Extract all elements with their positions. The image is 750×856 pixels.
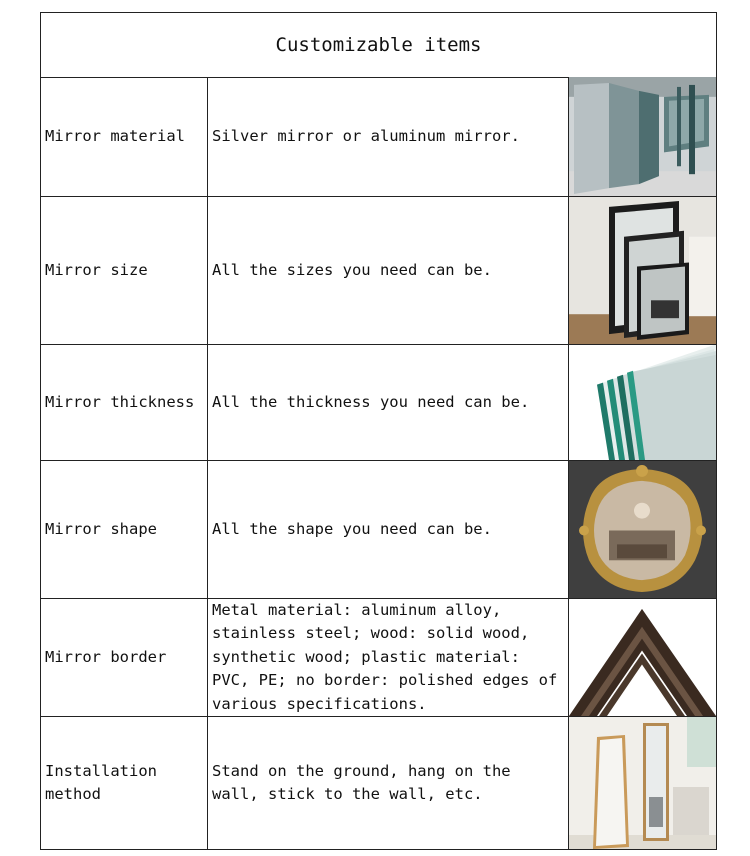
row-label: Mirror material	[45, 126, 185, 145]
customizable-items-table	[40, 12, 717, 850]
row-description: Metal material: aluminum alloy, stainless steel; wood: solid wood, synthetic wood; plastic material: PVC, PE; no border: polished edges of various specifications.	[212, 600, 558, 713]
glass-layers-image	[569, 345, 716, 460]
row-description: Silver mirror or aluminum mirror.	[212, 126, 520, 145]
table-row	[41, 461, 716, 599]
row-description: Stand on the ground, hang on the wall, stick to the wall, etc.	[212, 761, 511, 803]
row-label: Mirror size	[45, 260, 148, 279]
table-row	[41, 717, 716, 849]
row-label-cell	[41, 77, 208, 196]
row-label: Installation method	[45, 761, 157, 803]
table-row	[41, 77, 716, 197]
row-label: Mirror thickness	[45, 392, 195, 411]
table-row	[41, 599, 716, 717]
row-description-cell	[208, 345, 569, 460]
row-description-cell	[208, 77, 569, 196]
row-label-cell	[41, 197, 208, 344]
row-label-cell	[41, 717, 208, 849]
ornate-gold-mirror-image	[569, 461, 716, 598]
row-description-cell	[208, 599, 569, 716]
table-title: Customizable items	[41, 13, 716, 78]
row-label-cell	[41, 461, 208, 598]
table-row	[41, 345, 716, 461]
row-description: All the shape you need can be.	[212, 519, 492, 538]
row-description: All the sizes you need can be.	[212, 260, 492, 279]
row-description-cell	[208, 197, 569, 344]
standing-mirror-room-image	[569, 717, 716, 849]
framed-mirrors-image	[569, 197, 716, 344]
row-description: All the thickness you need can be.	[212, 392, 530, 411]
mirror-sheets-image	[569, 77, 716, 196]
row-label-cell	[41, 345, 208, 460]
row-label: Mirror shape	[45, 519, 157, 538]
frame-corner-image	[569, 599, 716, 716]
row-description-cell	[208, 461, 569, 598]
table-row	[41, 197, 716, 345]
row-label: Mirror border	[45, 647, 167, 666]
row-description-cell	[208, 717, 569, 849]
row-label-cell	[41, 599, 208, 716]
